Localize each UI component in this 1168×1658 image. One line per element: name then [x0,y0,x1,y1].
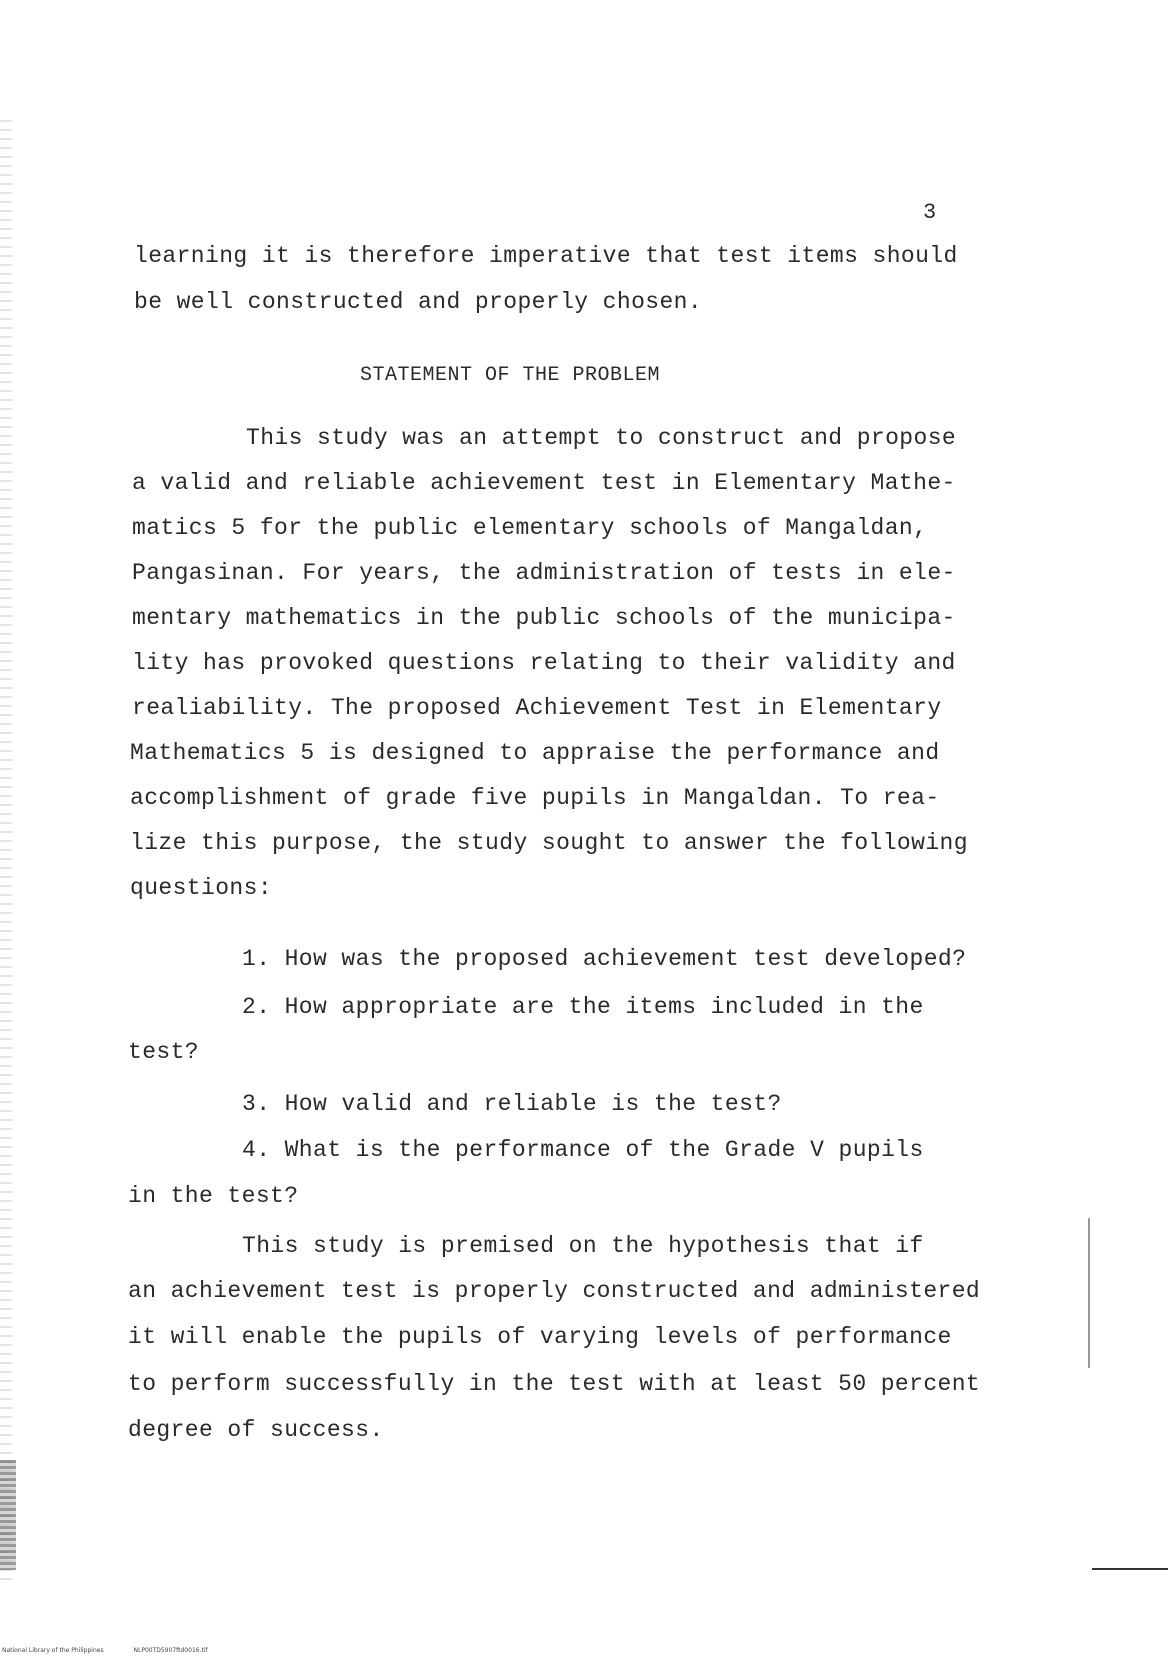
body-line: lize this purpose, the study sought to answer the following [130,830,968,856]
footer-file-id: NLP00TD5907ftd0016.tif [133,1647,208,1654]
scan-edge-artifact-dark [0,1460,16,1570]
scan-footer [2,1647,236,1654]
hypothesis-line: to perform successfully in the test with at least 50 percent [128,1371,981,1397]
hypothesis-line: degree of success. [128,1417,384,1443]
section-heading: STATEMENT OF THE PROBLEM [360,364,661,387]
footer-library: National Library of the Philippines [2,1647,104,1654]
intro-line: be well constructed and properly chosen. [134,289,703,315]
body-line: Pangasinan. For years, the administration of tests in ele- [132,560,956,586]
question-item-continued: test? [128,1039,200,1065]
question-item: 4. What is the performance of the Grade V pupils [242,1137,924,1163]
hypothesis-line: This study is premised on the hypothesis that if [242,1233,924,1259]
body-line: accomplishment of grade five pupils in Mangaldan. To rea- [130,785,940,811]
body-line: mentary mathematics in the public schools of the municipa- [132,605,956,631]
bottom-rule [1092,1568,1168,1570]
margin-line [1088,1218,1090,1368]
body-line: matics 5 for the public elementary schools of Mangaldan, [132,515,928,541]
question-item: 3. How valid and reliable is the test? [242,1091,782,1117]
body-line: realiability. The proposed Achievement Test in Elementary [132,695,942,721]
question-item: 2. How appropriate are the items included in the [242,994,924,1020]
body-line: Mathematics 5 is designed to appraise the performance and [130,740,940,766]
question-item: 1. How was the proposed achievement test developed? [242,946,967,972]
body-line: a valid and reliable achievement test in Elementary Mathe- [132,470,956,496]
intro-line: learning it is therefore imperative that test items should [134,243,958,269]
body-line: lity has provoked questions relating to their validity and [132,650,956,676]
body-line: This study was an attempt to construct and propose [246,425,957,451]
hypothesis-line: an achievement test is properly constructed and administered [128,1278,981,1304]
scan-edge-artifact [0,120,12,1580]
question-item-continued: in the test? [128,1183,299,1209]
page-number: 3 [923,200,937,225]
hypothesis-line: it will enable the pupils of varying levels of performance [128,1324,952,1350]
body-line: questions: [130,875,273,901]
